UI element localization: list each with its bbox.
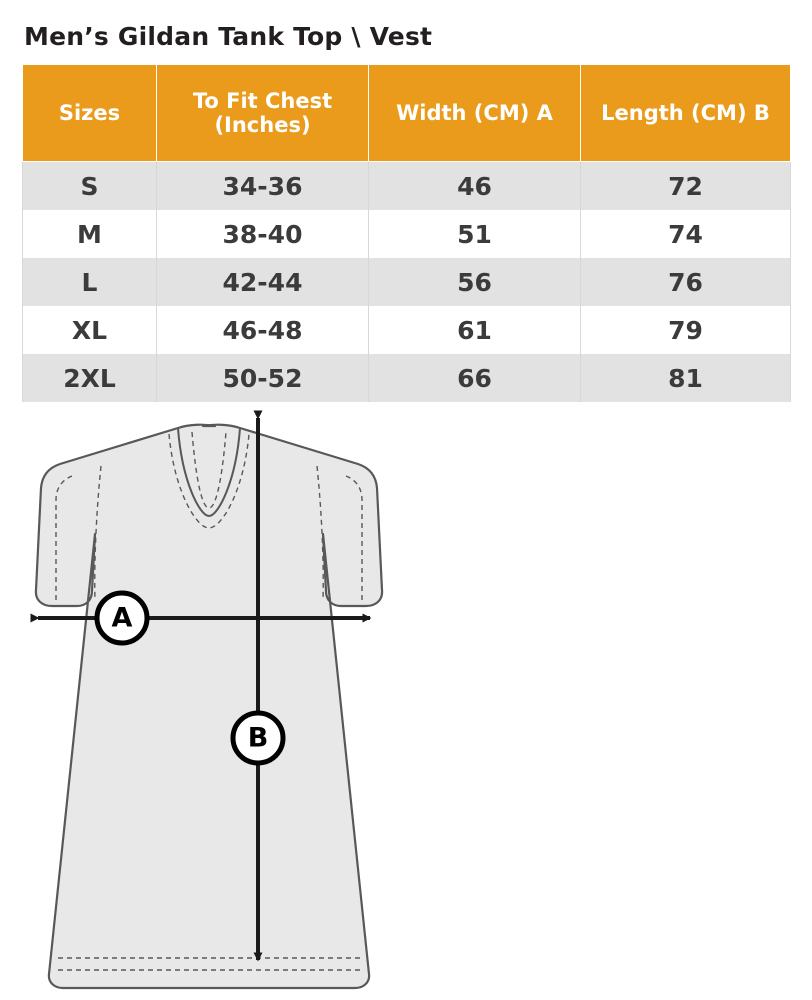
cell-width: 61 <box>369 306 581 354</box>
table-row <box>23 162 791 211</box>
cell-chest: 50-52 <box>157 354 369 402</box>
cell-chest: 38-40 <box>157 210 369 258</box>
column-header-chest: To Fit Chest (Inches) <box>157 65 369 162</box>
cell-size: M <box>23 210 157 258</box>
cell-chest: 34-36 <box>157 162 369 211</box>
cell-width: 46 <box>369 162 581 211</box>
cell-chest: 42-44 <box>157 258 369 306</box>
cell-length: 74 <box>581 210 791 258</box>
cell-chest: 46-48 <box>157 306 369 354</box>
table-row <box>23 258 791 306</box>
table-row <box>23 210 791 258</box>
garment-diagram <box>0 404 812 1000</box>
column-header-sizes: Sizes <box>23 65 157 162</box>
column-header-length: Length (CM) B <box>581 65 791 162</box>
cell-size: XL <box>23 306 157 354</box>
table-row <box>23 306 791 354</box>
size-chart-table <box>22 64 791 402</box>
marker-b <box>233 713 283 763</box>
cell-length: 72 <box>581 162 791 211</box>
cell-size: S <box>23 162 157 211</box>
cell-size: L <box>23 258 157 306</box>
cell-width: 66 <box>369 354 581 402</box>
column-header-width: Width (CM) A <box>369 65 581 162</box>
tank-top-outline <box>36 425 382 988</box>
marker-a <box>97 593 147 643</box>
cell-width: 51 <box>369 210 581 258</box>
cell-length: 79 <box>581 306 791 354</box>
cell-length: 76 <box>581 258 791 306</box>
table-row <box>23 354 791 402</box>
marker-a-label: A <box>111 602 133 634</box>
page-title: Men’s Gildan Tank Top \ Vest <box>24 22 433 51</box>
cell-length: 81 <box>581 354 791 402</box>
cell-size: 2XL <box>23 354 157 402</box>
marker-b-label: B <box>247 722 269 754</box>
table-header-row <box>23 65 791 162</box>
cell-width: 56 <box>369 258 581 306</box>
